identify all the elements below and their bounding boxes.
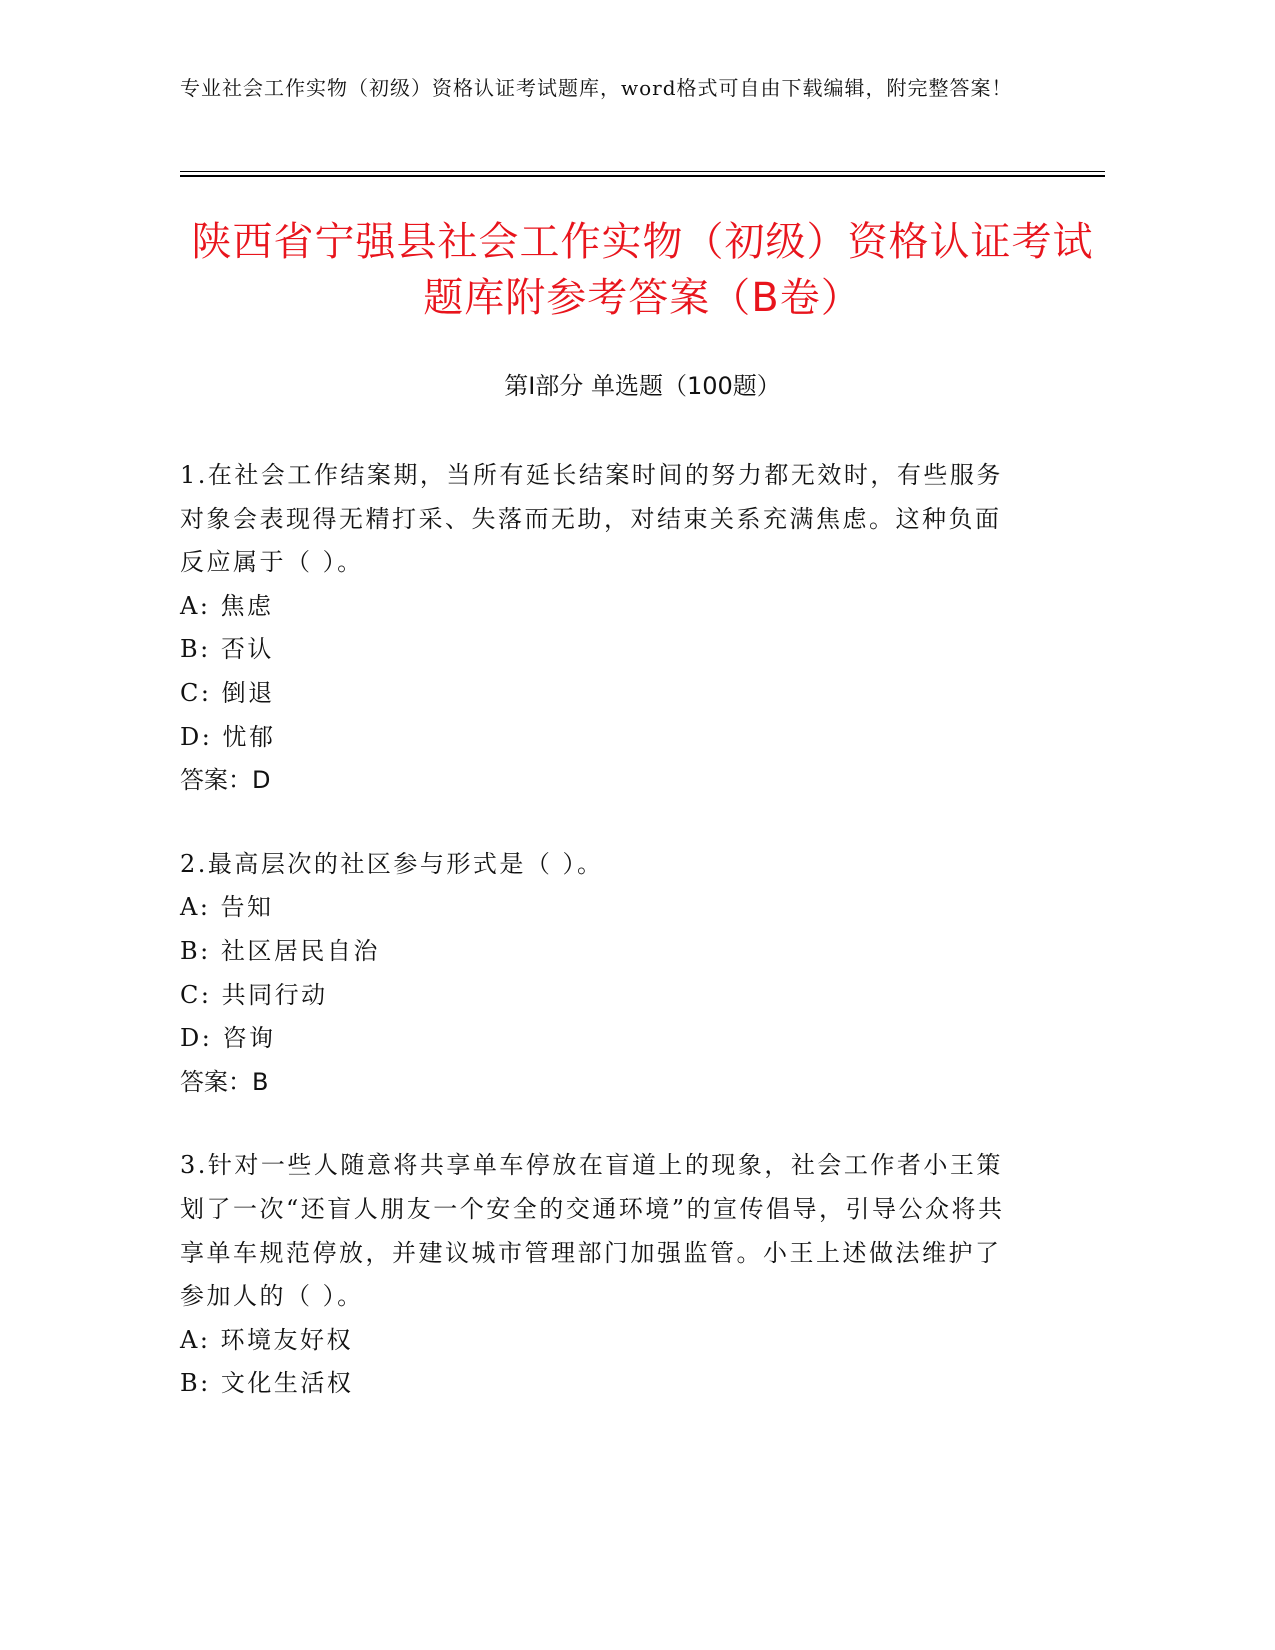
question-3: [180, 1144, 1020, 1406]
question-stem: 2.最高层次的社区参与形式是（ ）。: [180, 849, 604, 878]
option-a: A: 环境友好权: [180, 1325, 354, 1354]
header-divider-thick: [180, 175, 1105, 177]
option-b: B: 社区居民自治: [180, 936, 380, 965]
option-d: D: 咨询: [180, 1024, 276, 1053]
section-title: 第I部分 单选题（100题）: [504, 372, 781, 400]
option-b: B: 文化生活权: [180, 1369, 354, 1398]
option-a: A: 焦虑: [180, 591, 274, 620]
header-note: 专业社会工作实物（初级）资格认证考试题库，word格式可自由下载编辑，附完整答案！: [180, 76, 1013, 100]
answer-line: 答案：D: [180, 766, 271, 795]
question-list: [180, 454, 1020, 1446]
question-2: [180, 843, 1020, 1105]
question-stem: 3.针对一些人随意将共享单车停放在盲道上的现象，社会工作者小王策划了一次“还盲人朋友一个安全的交通环境”的宣传倡导，引导公众将共享单车规范停放，并建议城市管理部门加强监管。小王上述做法维护了参加人的（ ）。: [180, 1151, 1005, 1311]
option-a: A: 告知: [180, 893, 274, 922]
question-1: [180, 454, 1020, 803]
answer-line: 答案：B: [180, 1067, 269, 1096]
option-d: D: 忧郁: [180, 722, 276, 751]
option-c: C: 倒退: [180, 678, 275, 707]
header-divider-thin: [180, 171, 1105, 172]
document-title: 陕西省宁强县社会工作实物（初级）资格认证考试题库附参考答案（B卷）: [191, 219, 1094, 321]
option-c: C: 共同行动: [180, 980, 328, 1009]
option-b: B: 否认: [180, 635, 274, 664]
question-stem: 1.在社会工作结案期，当所有延长结案时间的努力都无效时，有些服务对象会表现得无精打采、失落而无助，对结束关系充满焦虑。这种负面反应属于（ ）。: [180, 461, 1003, 577]
